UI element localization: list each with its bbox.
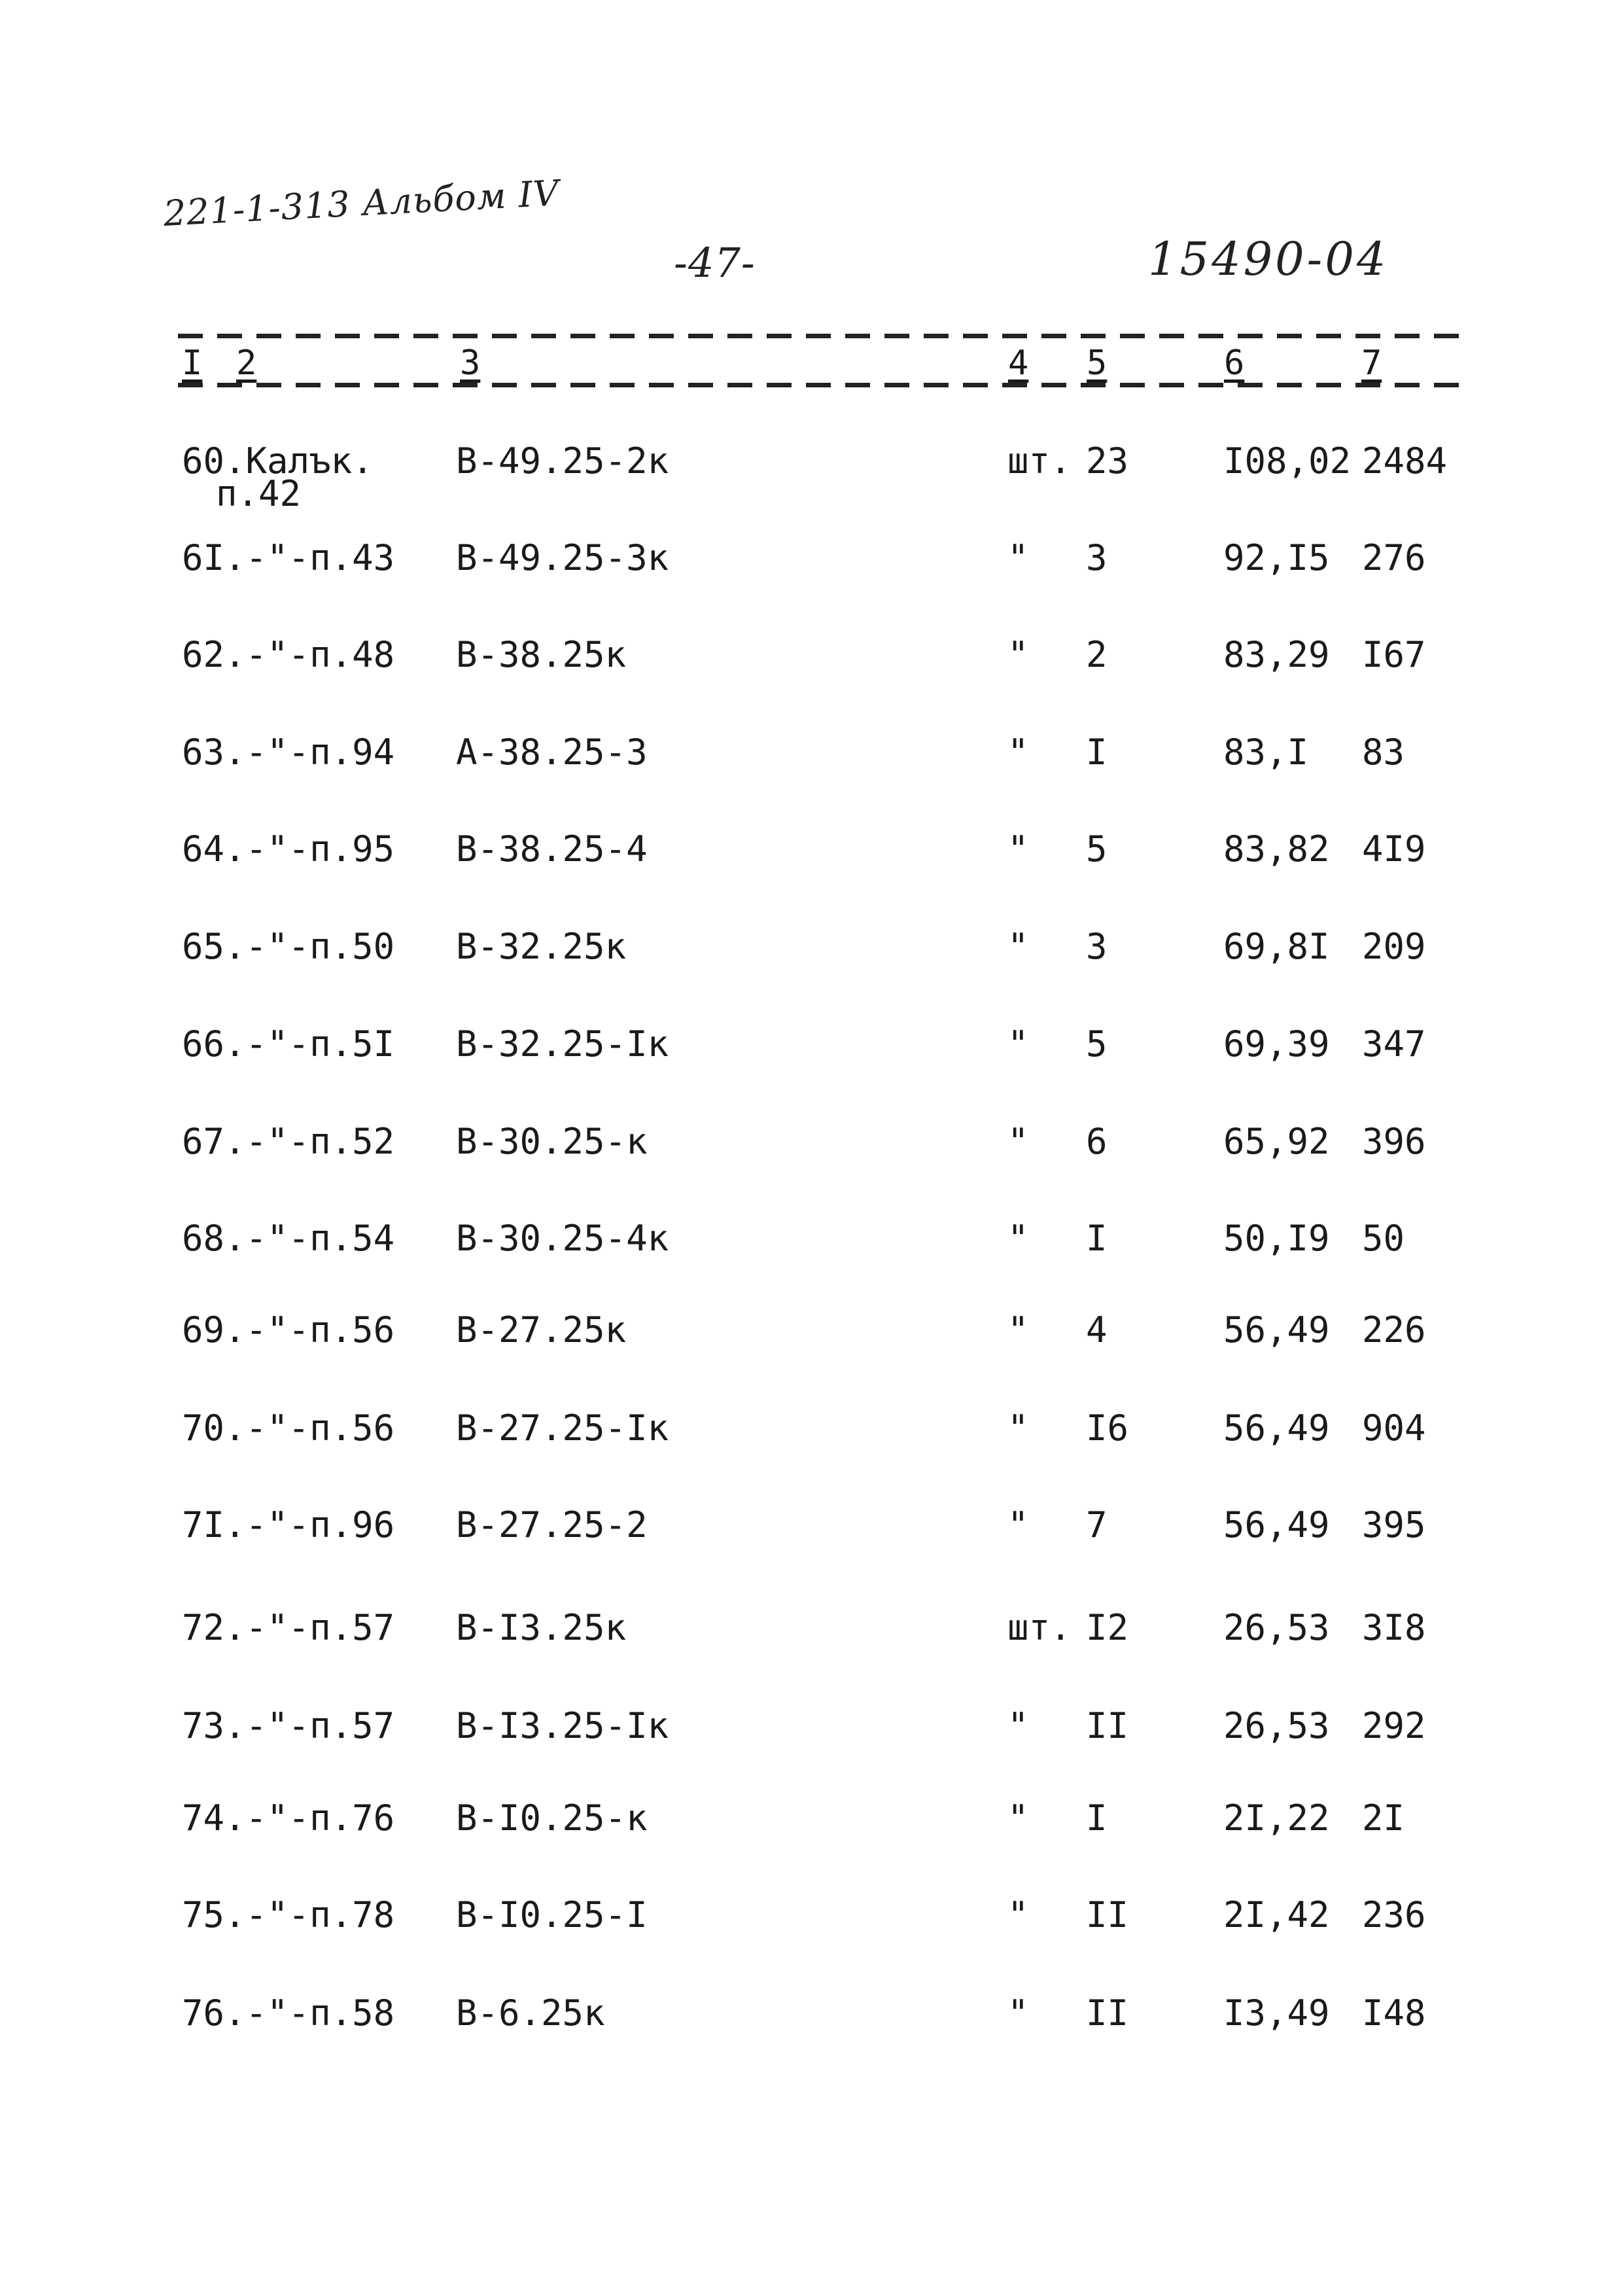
- row-total: 904: [1362, 1407, 1426, 1449]
- row-product-mark: В-I3.25-Iк: [456, 1705, 669, 1746]
- row-unit: ": [1007, 1309, 1029, 1351]
- row-unit: ": [1007, 1992, 1029, 2034]
- row-total: 209: [1362, 926, 1426, 967]
- row-quantity: 5: [1086, 1023, 1108, 1065]
- row-item-number: 65.-"-п.50: [182, 926, 395, 967]
- row-total: 396: [1362, 1121, 1426, 1162]
- table-top-dashed-rule: [178, 334, 1461, 338]
- row-total: 50: [1362, 1218, 1405, 1259]
- table-header-dashed-rule: [178, 383, 1461, 387]
- row-item-number: 67.-"-п.52: [182, 1121, 395, 1162]
- row-total: 347: [1362, 1023, 1426, 1065]
- row-unit: ": [1007, 1894, 1029, 1935]
- row-unit: ": [1007, 1407, 1029, 1449]
- page-number: -47-: [674, 239, 756, 287]
- row-product-mark: А-38.25-3: [456, 732, 648, 773]
- column-header-7: 7: [1357, 344, 1386, 383]
- row-unit: шт.: [1007, 1607, 1072, 1648]
- row-unit: шт.: [1007, 440, 1072, 482]
- row-item-number-line2: п.42: [216, 473, 302, 514]
- row-product-mark: В-27.25-Iк: [456, 1407, 669, 1449]
- row-unit: ": [1007, 634, 1029, 675]
- row-product-mark: В-27.25-2: [456, 1504, 648, 1545]
- row-item-number: 76.-"-п.58: [182, 1992, 395, 2034]
- row-item-number: 75.-"-п.78: [182, 1894, 395, 1935]
- row-item-number: 60.Калък.: [182, 440, 374, 482]
- column-header-4: 4: [1004, 344, 1032, 383]
- row-total: 4I9: [1362, 828, 1426, 870]
- row-unit-price: 92,I5: [1223, 537, 1330, 578]
- row-unit: ": [1007, 926, 1029, 967]
- row-unit-price: 56,49: [1223, 1309, 1330, 1351]
- row-unit-price: 56,49: [1223, 1407, 1330, 1449]
- row-quantity: I: [1086, 1218, 1108, 1259]
- row-product-mark: В-30.25-4к: [456, 1218, 669, 1259]
- row-unit: ": [1007, 537, 1029, 578]
- row-quantity: II: [1086, 1894, 1129, 1935]
- row-item-number: 66.-"-п.5I: [182, 1023, 395, 1065]
- doc-number-handwritten: 15490-04: [1148, 232, 1389, 286]
- row-unit: ": [1007, 732, 1029, 773]
- row-unit-price: 83,I: [1223, 732, 1309, 773]
- row-unit: ": [1007, 1121, 1029, 1162]
- row-total: 276: [1362, 537, 1426, 578]
- row-unit: ": [1007, 1797, 1029, 1839]
- row-unit-price: I08,02: [1223, 440, 1352, 482]
- row-quantity: 3: [1086, 537, 1108, 578]
- row-unit-price: 83,82: [1223, 828, 1330, 870]
- row-unit-price: 26,53: [1223, 1705, 1330, 1746]
- row-item-number: 64.-"-п.95: [182, 828, 395, 870]
- row-quantity: 4: [1086, 1309, 1108, 1351]
- row-unit-price: 69,39: [1223, 1023, 1330, 1065]
- row-total: 3I8: [1362, 1607, 1426, 1648]
- row-product-mark: В-6.25к: [456, 1992, 605, 2034]
- row-quantity: I6: [1086, 1407, 1129, 1449]
- row-quantity: I: [1086, 732, 1108, 773]
- row-quantity: II: [1086, 1705, 1129, 1746]
- row-product-mark: В-I0.25-к: [456, 1797, 648, 1839]
- row-item-number: 62.-"-п.48: [182, 634, 395, 675]
- row-product-mark: В-32.25-Iк: [456, 1023, 669, 1065]
- row-quantity: 6: [1086, 1121, 1108, 1162]
- row-unit: ": [1007, 1218, 1029, 1259]
- row-product-mark: В-49.25-3к: [456, 537, 669, 578]
- row-unit: ": [1007, 1504, 1029, 1545]
- row-item-number: 72.-"-п.57: [182, 1607, 395, 1648]
- row-unit: ": [1007, 1023, 1029, 1065]
- row-unit-price: 56,49: [1223, 1504, 1330, 1545]
- column-header-2: 2: [232, 344, 260, 383]
- row-product-mark: В-49.25-2к: [456, 440, 669, 482]
- row-quantity: II: [1086, 1992, 1129, 2034]
- row-total: I67: [1362, 634, 1426, 675]
- row-unit-price: 2I,22: [1223, 1797, 1330, 1839]
- row-product-mark: В-32.25к: [456, 926, 627, 967]
- row-item-number: 69.-"-п.56: [182, 1309, 395, 1351]
- row-total: 236: [1362, 1894, 1426, 1935]
- row-product-mark: В-38.25-4: [456, 828, 648, 870]
- row-product-mark: В-I3.25к: [456, 1607, 627, 1648]
- row-total: 83: [1362, 732, 1405, 773]
- row-unit-price: 2I,42: [1223, 1894, 1330, 1935]
- row-total: 2484: [1362, 440, 1448, 482]
- row-product-mark: В-38.25к: [456, 634, 627, 675]
- row-item-number: 6I.-"-п.43: [182, 537, 395, 578]
- row-total: 292: [1362, 1705, 1426, 1746]
- row-item-number: 7I.-"-п.96: [182, 1504, 395, 1545]
- row-product-mark: В-30.25-к: [456, 1121, 648, 1162]
- row-total: 226: [1362, 1309, 1426, 1351]
- row-quantity: 5: [1086, 828, 1108, 870]
- row-unit-price: 50,I9: [1223, 1218, 1330, 1259]
- row-product-mark: В-27.25к: [456, 1309, 627, 1351]
- row-total: 395: [1362, 1504, 1426, 1545]
- row-total: 2I: [1362, 1797, 1405, 1839]
- row-item-number: 68.-"-п.54: [182, 1218, 395, 1259]
- row-total: I48: [1362, 1992, 1426, 2034]
- row-unit: ": [1007, 1705, 1029, 1746]
- row-unit-price: 83,29: [1223, 634, 1330, 675]
- row-quantity: 7: [1086, 1504, 1108, 1545]
- row-unit-price: 65,92: [1223, 1121, 1330, 1162]
- row-item-number: 63.-"-п.94: [182, 732, 395, 773]
- row-product-mark: В-I0.25-I: [456, 1894, 648, 1935]
- row-quantity: I: [1086, 1797, 1108, 1839]
- row-unit-price: I3,49: [1223, 1992, 1330, 2034]
- row-unit-price: 26,53: [1223, 1607, 1330, 1648]
- column-header-6: 6: [1220, 344, 1248, 383]
- row-quantity: 3: [1086, 926, 1108, 967]
- row-unit-price: 69,8I: [1223, 926, 1330, 967]
- column-header-5: 5: [1083, 344, 1111, 383]
- row-quantity: 2: [1086, 634, 1108, 675]
- row-unit: ": [1007, 828, 1029, 870]
- row-quantity: I2: [1086, 1607, 1129, 1648]
- column-header-3: 3: [456, 344, 484, 383]
- column-header-1: I: [178, 344, 206, 383]
- row-item-number: 70.-"-п.56: [182, 1407, 395, 1449]
- row-quantity: 23: [1086, 440, 1129, 482]
- row-item-number: 74.-"-п.76: [182, 1797, 395, 1839]
- row-item-number: 73.-"-п.57: [182, 1705, 395, 1746]
- doc-ref-handwritten: 221-1-313 Альбом IV: [162, 172, 561, 234]
